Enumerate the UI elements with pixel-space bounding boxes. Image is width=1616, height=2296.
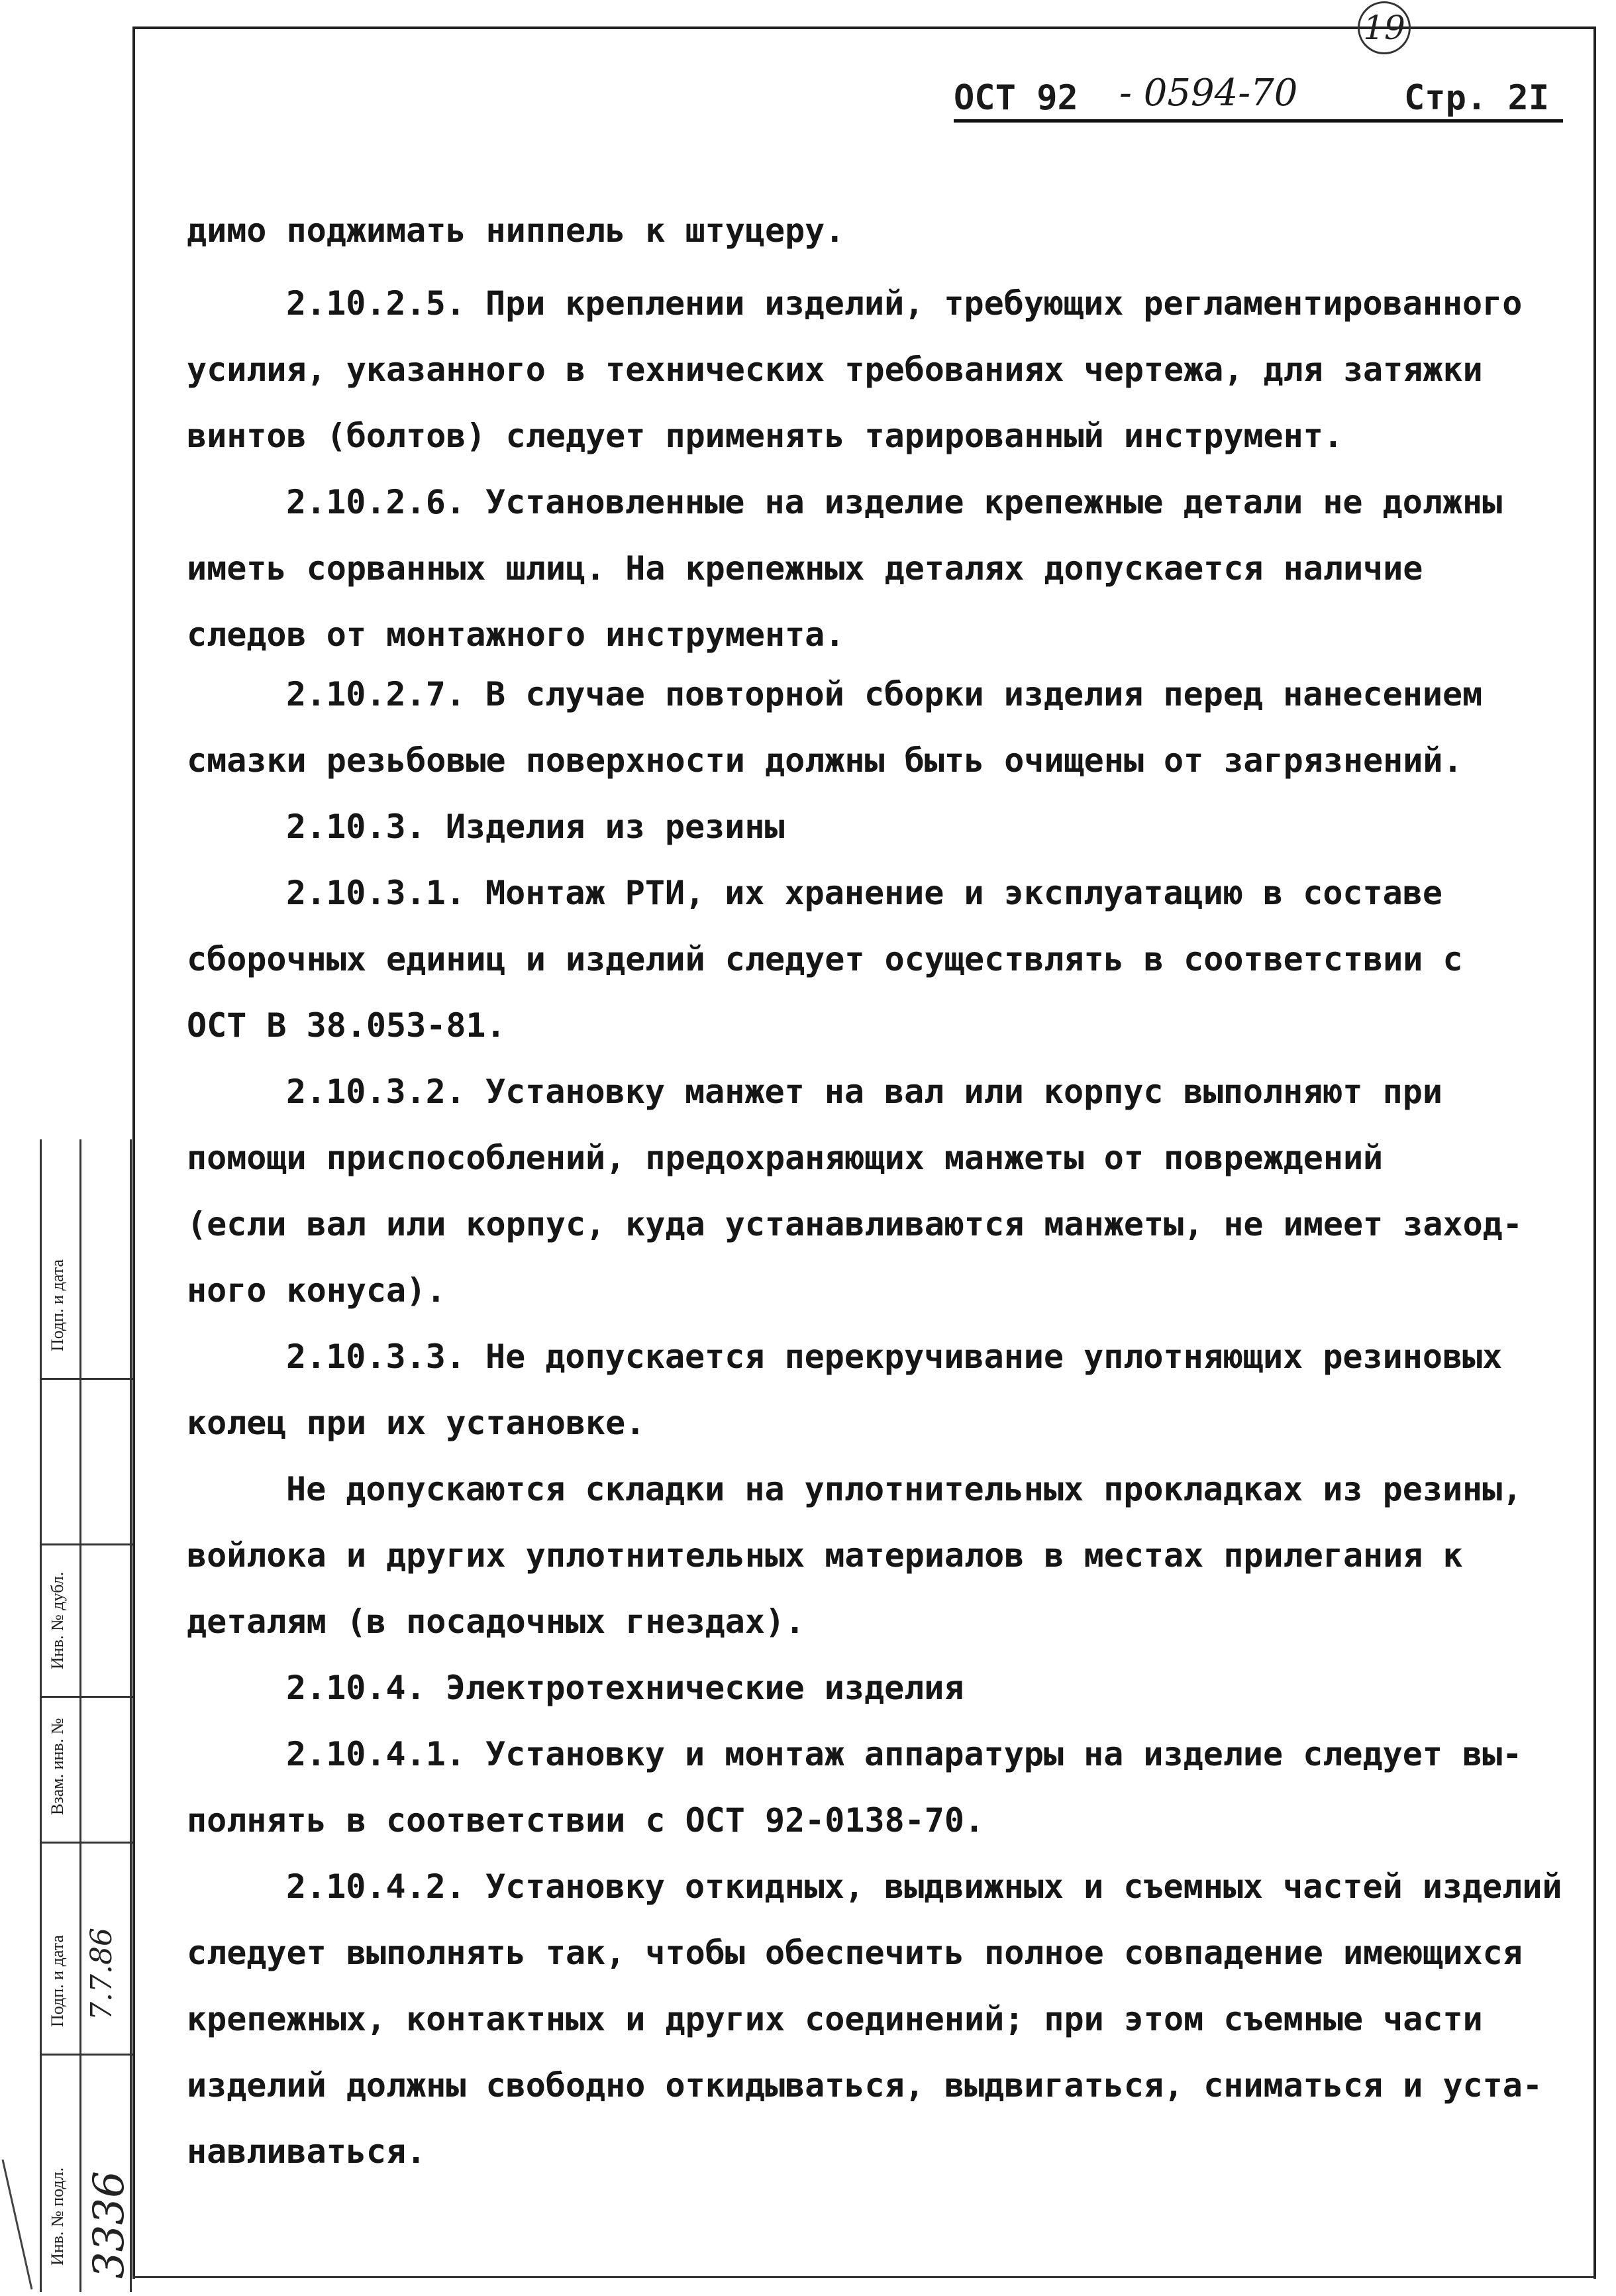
frame-bottom-border: [132, 2276, 1596, 2278]
stamp-border-outer: [40, 1139, 42, 2292]
page-header: [954, 72, 1563, 125]
stamp-label-signature-date: Подп. и дата: [48, 1935, 67, 2027]
text-line: 2.10.3.1. Монтаж РТИ, их хранение и эксплуатацию в составе: [286, 874, 1442, 912]
margin-pen-stroke: [0, 2160, 40, 2292]
text-line: сборочных единиц и изделий следует осуществлять в соответствии с: [187, 940, 1463, 978]
text-line: димо поджимать ниппель к штуцеру.: [187, 211, 845, 250]
text-line: 2.10.4.2. Установку откидных, выдвижных и съемных частей изделий: [286, 1867, 1562, 1906]
stamp-separator: [40, 2054, 132, 2056]
text-line: 2.10.2.6. Установленные на изделие крепежные детали не должны: [286, 483, 1503, 521]
frame-left-border: [132, 26, 135, 2279]
text-line: смазки резьбовые поверхности должны быть очищены от загрязнений.: [187, 741, 1463, 780]
stamp-separator: [40, 1842, 132, 1844]
text-line: 2.10.3.2. Установку манжет на вал или корпус выполняют при: [286, 1072, 1442, 1111]
text-line: навливаться.: [187, 2132, 427, 2171]
stamp-label-signature-date-2: Подп. и дата: [48, 1259, 67, 1351]
text-line: Не допускаются складки на уплотнительных прокладках из резины,: [286, 1470, 1523, 1508]
text-line: 2.10.3.3. Не допускается перекручивание уплотняющих резиновых: [286, 1337, 1503, 1376]
text-line: 2.10.2.7. В случае повторной сборки изделия перед нанесением: [286, 675, 1483, 713]
frame-right-border: [1593, 26, 1596, 2279]
text-line: следует выполнять так, чтобы обеспечить полное совпадение имеющихся: [187, 1934, 1523, 1972]
stamp-label-duplicate-inventory: Инв. № дубл.: [48, 1571, 67, 1669]
text-line: (если вал или корпус, куда устанавливаются манжеты, не имеет заход-: [187, 1205, 1523, 1243]
text-line: полнять в соответствии с ОСТ 92-0138-70.: [187, 1801, 985, 1840]
handwritten-date: 7.7.86: [85, 1928, 119, 2020]
text-line: усилия, указанного в технических требованиях чертежа, для затяжки: [187, 350, 1483, 389]
text-line: ного конуса).: [187, 1271, 446, 1310]
header-page-number: Стр. 2I: [1404, 78, 1550, 118]
text-line: ОСТ В 38.053-81.: [187, 1006, 506, 1045]
sheet-number-circled: 19: [1358, 1, 1411, 54]
stamp-separator: [40, 1378, 132, 1380]
stamp-separator: [40, 1543, 132, 1545]
header-underline: [954, 119, 1563, 123]
text-line: иметь сорванных шлиц. На крепежных деталях допускается наличие: [187, 549, 1423, 588]
header-standard: ОСТ 92: [954, 78, 1078, 118]
text-line: 2.10.2.5. При креплении изделий, требующих регламентированного: [286, 284, 1523, 323]
text-line: деталям (в посадочных гнездах).: [187, 1602, 805, 1641]
header-document-number: - 0594-70: [1119, 72, 1298, 115]
stamp-label-original-inventory: Инв. № подл.: [48, 2167, 67, 2266]
stamp-border-inner: [130, 1139, 132, 2292]
text-line: винтов (болтов) следует применять тарированный инструмент.: [187, 417, 1343, 455]
text-line: колец при их установке.: [187, 1404, 646, 1442]
text-line: войлока и других уплотнительных материалов в местах прилегания к: [187, 1536, 1463, 1575]
text-line: помощи приспособлений, предохраняющих манжеты от повреждений: [187, 1139, 1384, 1177]
stamp-separator: [40, 1696, 132, 1698]
text-line: крепежных, контактных и других соединений; при этом съемные части: [187, 2000, 1483, 2038]
section-heading-rubber: 2.10.3. Изделия из резины: [286, 808, 785, 846]
handwritten-inventory-number: 3336: [85, 2171, 134, 2279]
stamp-label-replacement-inventory: Взам. инв. №: [48, 1718, 67, 1815]
text-line: 2.10.4.1. Установку и монтаж аппаратуры на изделие следует вы-: [286, 1735, 1523, 1773]
stamp-border-middle: [79, 1139, 81, 2292]
text-line: изделий должны свободно откидываться, выдвигаться, сниматься и уста-: [187, 2066, 1542, 2105]
text-line: следов от монтажного инструмента.: [187, 615, 845, 654]
section-heading-electrical: 2.10.4. Электротехнические изделия: [286, 1669, 964, 1707]
